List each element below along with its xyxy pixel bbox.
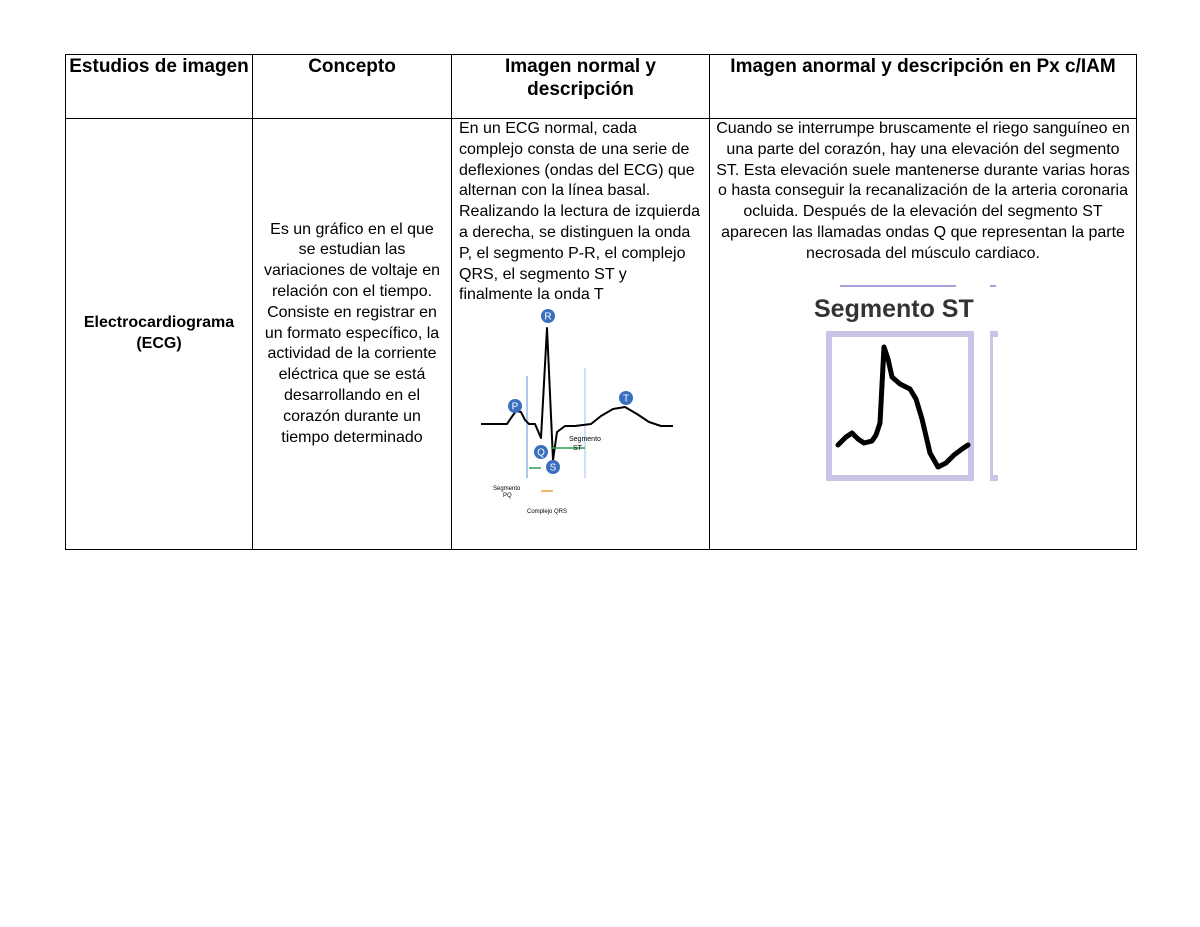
comparison-table	[65, 54, 1137, 550]
qrs-label: Complejo QRS	[527, 509, 568, 516]
study-name: Electrocardiograma (ECG)	[83, 314, 235, 352]
st-frame-inner	[832, 337, 968, 475]
segment-pq-label: Segmento	[493, 486, 521, 493]
wave-marker-q	[534, 445, 548, 459]
wave-marker-s	[546, 460, 560, 474]
table-row	[66, 119, 1137, 550]
st-figure-title: Segmento ST	[814, 294, 974, 323]
normal-description: En un ECG normal, cada complejo consta de una serie de deflexiones (ondas del ECG) que alternan con la línea basal. Realizando la lectura de izquierda a derecha, se distinguen la onda P, el segmento P-R, el complejo QRS, el segmento ST y finalmente la onda T	[459, 120, 701, 304]
abnormal-image-cell	[710, 119, 1137, 550]
wave-marker-p	[508, 399, 522, 413]
wave-label-r: R	[544, 311, 552, 323]
concept-text: Es un gráfico en el que se estudian las variaciones de voltaje en relación con el tiempo. Consiste en registrar en un formato específico, la actividad de la corriente eléctrica que se está desarrollando en el corazón durante un tiempo determinado	[263, 220, 441, 446]
st-elevation-diagram	[812, 285, 998, 485]
normal-image-cell	[452, 119, 710, 550]
header-abnormal-image: Imagen anormal y descripción en Px c/IAM	[710, 55, 1137, 119]
segment-st-label: Segmento	[569, 436, 601, 444]
header-studies: Estudios de imagen	[66, 55, 253, 119]
wave-label-q: Q	[537, 447, 545, 459]
concept-cell	[253, 119, 452, 550]
wave-marker-t	[619, 391, 633, 405]
header-concept: Concepto	[253, 55, 452, 119]
wave-label-s: S	[549, 462, 557, 474]
header-normal-image: Imagen normal y descripción	[452, 55, 710, 119]
normal-ecg-diagram	[475, 308, 675, 518]
segment-st-label-2: ST	[573, 445, 582, 453]
wave-marker-r	[541, 309, 555, 323]
st-frame-next-inner	[993, 337, 998, 475]
abnormal-description: Cuando se interrumpe bruscamente el riego sanguíneo en una parte del corazón, hay una elevación del segmento ST. Esta elevación suele mantenerse durante varias horas o hasta conseguir la recanalización de la arteria coronaria ocluida. Después de la elevación del segmento ST aparecen las llamadas ondas Q que representan la parte necrosada del músculo cardiaco.	[716, 120, 1130, 262]
wave-label-t: T	[622, 393, 630, 405]
study-name-cell	[66, 119, 253, 550]
wave-label-p: P	[511, 401, 519, 413]
header-row	[66, 55, 1137, 119]
segment-pq-label-2: PQ	[503, 493, 512, 500]
